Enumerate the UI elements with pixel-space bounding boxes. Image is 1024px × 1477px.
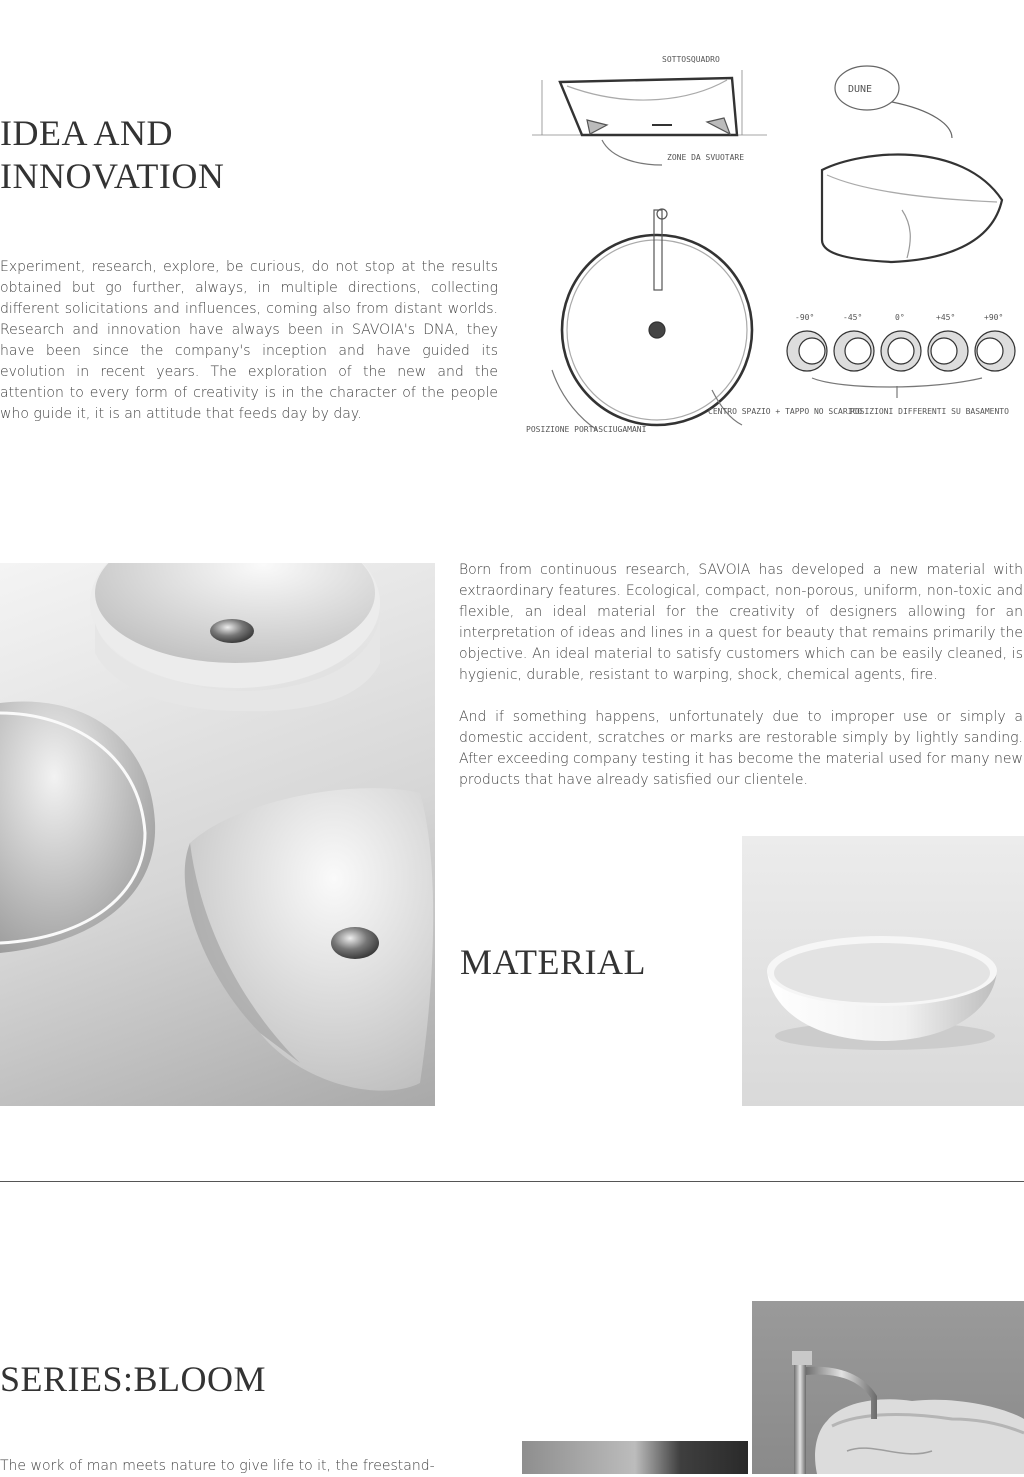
material-body-2: And if something happens, unfortunately due to improper use or simply a domestic accident, scratches or marks are restorable simply by lightly sanding. After exceeding company testing it has become the material used for many new products that have already satisfied our clientele. bbox=[459, 709, 1023, 788]
idea-heading bbox=[0, 112, 224, 198]
series-body: The work of man meets nature to give life to it, the freestand- bbox=[0, 1458, 435, 1474]
sketch-angle-4: +45° bbox=[936, 313, 956, 322]
design-sketch-image bbox=[512, 30, 1024, 450]
series-heading: SERIES:BLOOM bbox=[0, 1359, 267, 1399]
sketch-angle-5: +90° bbox=[984, 313, 1004, 322]
idea-body: Experiment, research, explore, be curious, do not stop at the results obtained but go further, always, in multiple directions, collecting different solicitations and influences, coming also from distant worlds. Research and innovation have always been in SAVOIA's DNA, they have been since the company's inception and have guided its evolution in recent years. The exploration of the new and the attention to every form of creativity is in the character of the people who guide it, it is an attitude that feeds day by day. bbox=[0, 259, 498, 422]
material-heading: MATERIAL bbox=[460, 942, 646, 982]
idea-heading-line1: IDEA AND bbox=[0, 113, 173, 153]
sketch-label-left: POSIZIONE PORTASCIUGAMANI bbox=[526, 425, 647, 434]
sketch-label-center: CENTRO SPAZIO + TAPPO NO SCARICO bbox=[708, 407, 863, 416]
sketch-angle-2: -45° bbox=[843, 313, 863, 322]
sketch-rotations bbox=[787, 331, 1015, 371]
sketch-label-positions: POSIZIONI DIFFERENTI SU BASAMENTO bbox=[850, 407, 1009, 416]
bloom-detail-photo bbox=[522, 1441, 748, 1474]
sketch-label-zone: ZONE DA SVUOTARE bbox=[667, 153, 745, 162]
sketch-angle-3: 0° bbox=[895, 313, 905, 322]
section-divider bbox=[0, 1181, 1024, 1182]
material-text bbox=[459, 560, 1023, 791]
sketch-angle-1: -90° bbox=[795, 313, 815, 322]
basins-photo bbox=[0, 563, 435, 1106]
sketch-label-dune: DUNE bbox=[848, 84, 873, 95]
bloom-faucet-photo bbox=[752, 1301, 1024, 1474]
material-body-1: Born from continuous research, SAVOIA has developed a new material with extraordinary features. Ecological, compact, non-porous, uniform, non-toxic and flexible, an ideal material for the creativity of designers allowing for an interpretation of ideas and lines in a quest for beauty that remains primarily the objective. An ideal material to satisfy customers which can be easily cleaned, is hygienic, durable, resistant to warping, shock, chemical agents, fire. bbox=[459, 562, 1023, 683]
bowl-photo bbox=[742, 836, 1024, 1106]
idea-heading-line2: INNOVATION bbox=[0, 156, 225, 196]
sketch-label-top: SOTTOSQUADRO bbox=[662, 55, 720, 64]
